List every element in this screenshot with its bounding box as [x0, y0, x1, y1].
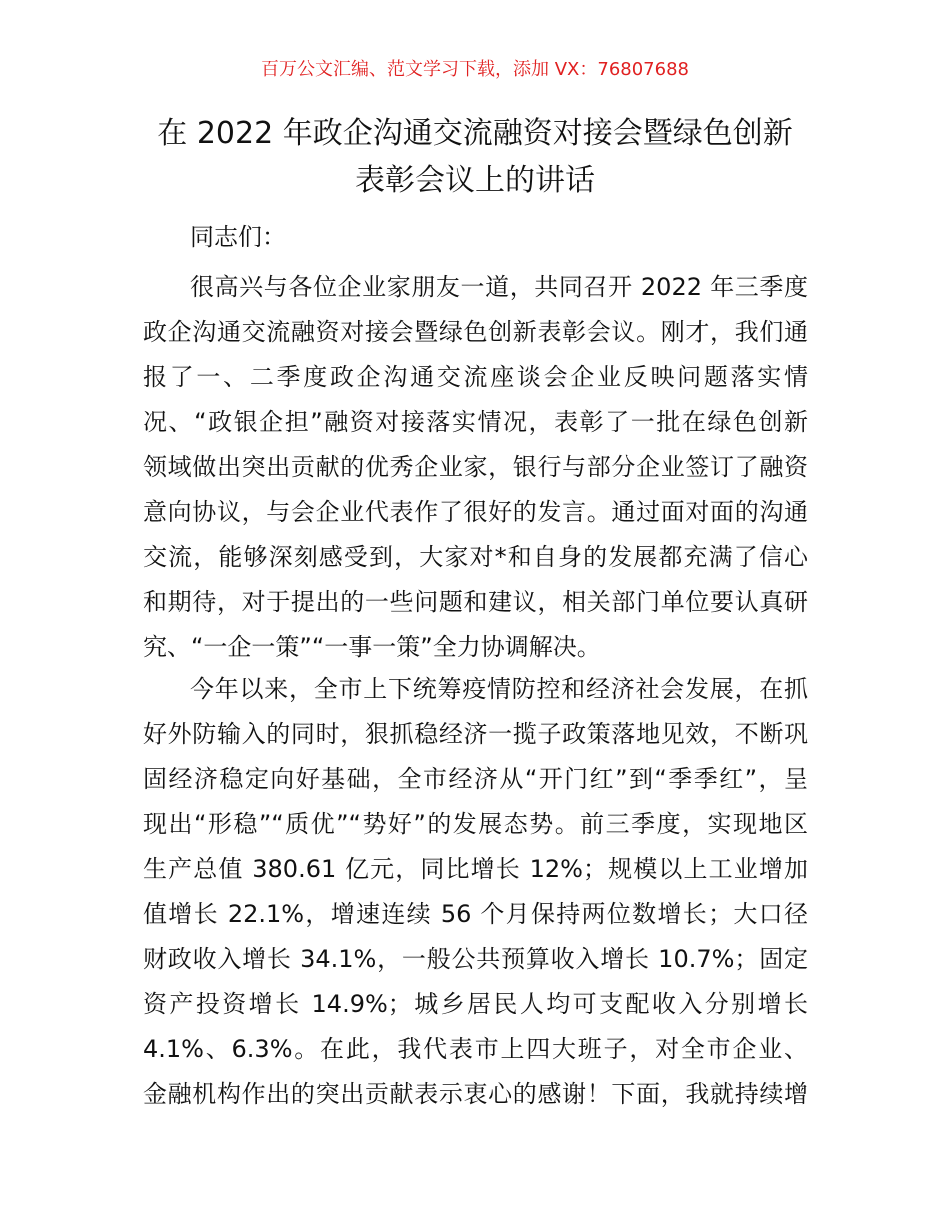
text-line: 领域做出突出贡献的优秀企业家，银行与部分企业签订了融资: [143, 453, 808, 481]
text-line: 4.1%、6.3%。在此，我代表市上四大班子，对全市企业、: [143, 1035, 808, 1063]
text-line: 今年以来，全市上下统筹疫情防控和经济社会发展，在抓: [190, 675, 808, 703]
text-line: 值增长 22.1%，增速连续 56 个月保持两位数增长；大口径: [143, 900, 808, 928]
text-line: 报了一、二季度政企沟通交流座谈会企业反映问题落实情: [143, 363, 808, 391]
text-line: 资产投资增长 14.9%；城乡居民人均可支配收入分别增长: [143, 990, 808, 1018]
greeting: 同志们：: [190, 223, 286, 251]
text-line: 意向协议，与会企业代表作了很好的发言。通过面对面的沟通: [143, 498, 808, 526]
paragraph-2: [143, 667, 808, 1117]
text-line: 政企沟通交流融资对接会暨绿色创新表彰会议。刚才，我们通: [143, 318, 808, 346]
text-line: 交流，能够深刻感受到，大家对*和自身的发展都充满了信心: [143, 543, 808, 571]
text-line: 究、“一企一策”“一事一策”全力协调解决。: [143, 633, 601, 661]
document-title-line-1: 在 2022 年政企沟通交流融资对接会暨绿色创新: [157, 116, 793, 151]
header-watermark-note: 百万公文汇编、范文学习下载，添加 VX：76807688: [261, 59, 689, 80]
text-line: 金融机构作出的突出贡献表示衷心的感谢！下面，我就持续增: [143, 1080, 808, 1108]
text-line: 况、“政银企担”融资对接落实情况，表彰了一批在绿色创新: [143, 408, 808, 436]
paragraph-1: [143, 265, 808, 670]
text-line: 很高兴与各位企业家朋友一道，共同召开 2022 年三季度: [190, 273, 808, 301]
text-line: 现出“形稳”“质优”“势好”的发展态势。前三季度，实现地区: [143, 810, 808, 838]
text-line: 好外防输入的同时，狠抓稳经济一揽子政策落地见效，不断巩: [143, 720, 808, 748]
text-line: 和期待，对于提出的一些问题和建议，相关部门单位要认真研: [143, 588, 808, 616]
document-title-line-2: 表彰会议上的讲话: [355, 163, 595, 198]
text-line: 财政收入增长 34.1%，一般公共预算收入增长 10.7%；固定: [143, 945, 808, 973]
text-line: 生产总值 380.61 亿元，同比增长 12%；规模以上工业增加: [143, 855, 808, 883]
text-line: 固经济稳定向好基础，全市经济从“开门红”到“季季红”，呈: [143, 765, 808, 793]
